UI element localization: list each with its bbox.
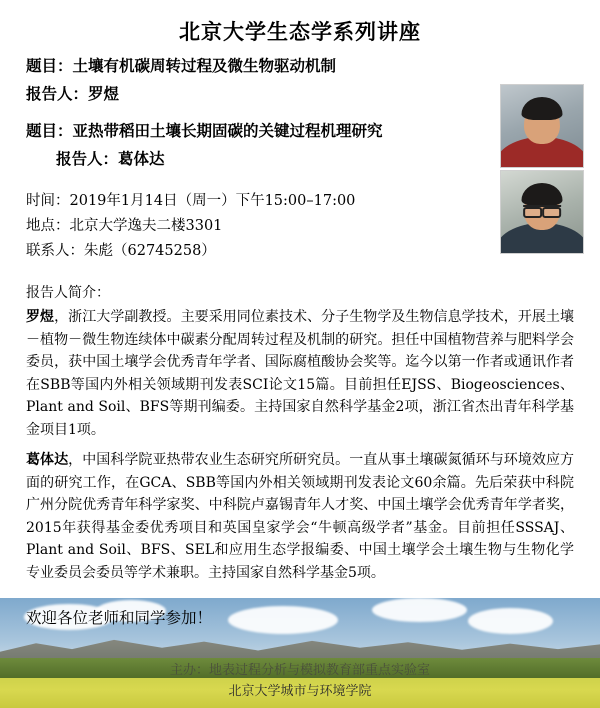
photo-background xyxy=(501,171,583,253)
topic-2-speaker-label: 报告人： xyxy=(56,149,119,168)
footer-line-1: 主办：地表过程分析与模拟教育部重点实验室 xyxy=(169,663,430,678)
topic-1-label: 题目： xyxy=(26,56,73,75)
topic-1-title xyxy=(26,52,574,80)
bio-luo-yu-text: ，浙江大学副教授。主要采用同位素技术、分子生物学及生物信息学技术，开展土壤－植物－微生物连续体中碳素分配周转过程及机制的研究。担任中国植物营养与肥料学会委员，获中国土壤学会优秀青年学者、国际腐植酸协会奖等。迄今以第一作者或通讯作者在SBB等国内外相关领域期刊发表SCI论文15篇。目前担任EJSS、Biogeosciences、Plant and Soil、BFS等期刊编委。主持国家自然科学基金2项，浙江省杰出青年科学基金项目1项。 xyxy=(26,309,575,438)
topic-2-text: 亚热带稻田土壤长期固碳的关键过程机理研究 xyxy=(72,121,383,140)
topic-1-text: 土壤有机碳周转过程及微生物驱动机制 xyxy=(72,56,337,75)
speaker-photo-ge-tida xyxy=(500,170,584,254)
bio-luo-yu-name: 罗煜 xyxy=(26,309,55,325)
topic-2-title xyxy=(26,117,574,145)
welcome-text: 欢迎各位老师和同学参加！ xyxy=(26,609,213,627)
footer-organizers xyxy=(0,660,600,702)
topic-2-label: 题目： xyxy=(26,121,73,140)
event-time: 时间：2019年1月14日（周一）下午15:00–17:00 xyxy=(26,193,356,209)
bio-ge-tida xyxy=(26,449,574,584)
event-contact: 联系人：朱彪（62745258） xyxy=(26,243,216,259)
speaker-photo-luo-yu xyxy=(500,84,584,168)
event-location: 地点：北京大学逸夫二楼3301 xyxy=(26,218,223,234)
photo-background xyxy=(501,85,583,167)
page-title: 北京大学生态学系列讲座 xyxy=(179,19,421,44)
portrait-hair xyxy=(522,183,563,206)
topic-2-speaker-name: 葛体达 xyxy=(118,149,165,168)
topic-2-speaker xyxy=(26,145,574,173)
topic-block xyxy=(26,52,574,173)
bio-heading: 报告人简介： xyxy=(26,285,110,301)
footer-line-2: 北京大学城市与环境学院 xyxy=(228,684,372,699)
topic-1-speaker-label: 报告人： xyxy=(26,84,89,103)
bio-luo-yu xyxy=(26,306,574,441)
bio-ge-tida-text: ，中国科学院亚热带农业生态研究所研究员。一直从事土壤碳氮循环与环境效应方面的研究工作，在GCA、SBB等国内外相关领域期刊发表论文60余篇。先后荣获中科院广州分院优秀青年科学家奖、中科院卢嘉锡青年人才奖、中国土壤学会优秀青年学者奖，2015年获得基金委优秀项目和英国皇家学会“牛顿高级学者”基金。目前担任SSSAJ、Plant and Soil、BFS、SEL和应用生态学报编委、中国土壤学会土壤生物与生物化学专业委员会委员等学术兼职。主持国家自然科学基金5项。 xyxy=(26,452,575,581)
spacer xyxy=(26,108,574,117)
bio-ge-tida-name: 葛体达 xyxy=(26,452,69,468)
glasses-icon xyxy=(523,205,561,214)
topic-1-speaker-name: 罗煜 xyxy=(88,84,120,103)
event-info xyxy=(26,189,574,264)
topic-1-speaker xyxy=(26,80,574,108)
bio-section xyxy=(26,306,574,584)
portrait-hair xyxy=(522,97,563,120)
